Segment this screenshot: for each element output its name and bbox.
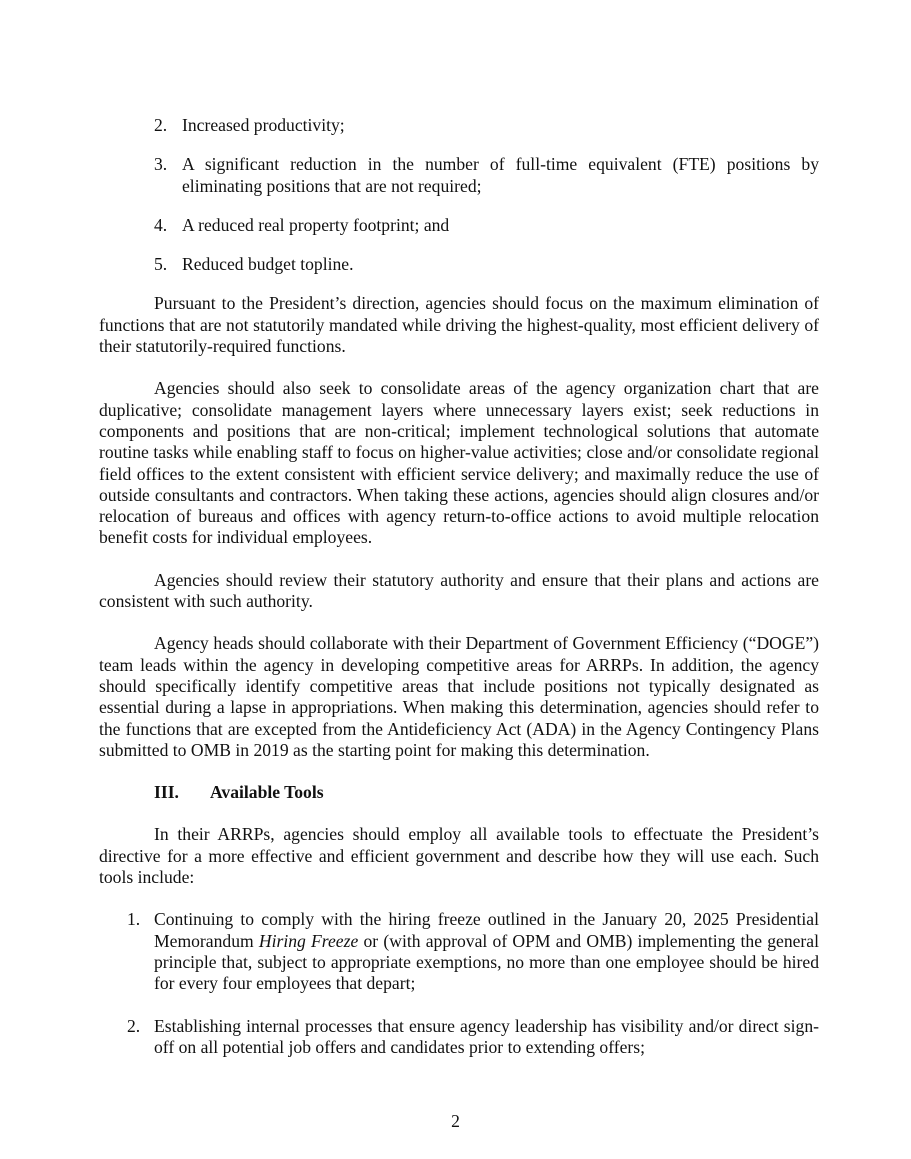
list-item: [99, 154, 819, 197]
paragraph-tools-intro: In their ARRPs, agencies should employ all available tools to effectuate the President’s directive for a more effective and efficient government and describe how they will use each. Such tools include:: [99, 824, 819, 888]
page-number: 2: [451, 1111, 460, 1131]
list-item-number: 4.: [154, 214, 168, 235]
list-item-number: 2.: [127, 1015, 141, 1036]
list-item: [99, 1016, 819, 1059]
list-item: [99, 909, 819, 994]
tools-list: [99, 909, 819, 1058]
paragraph-doge-collaboration: Agency heads should collaborate with their Department of Government Efficiency (“DOGE”) team leads within the agency in developing competitive areas for ARRPs. In addition, the agency should specifically identify competitive areas that include positions not typically designated as essential during a lapse in appropriations. When making this determination, agencies should refer to the functions that are excepted from the Antideficiency Act (ADA) in the Agency Contingency Plans submitted to OMB in 2019 as the starting point for making this determination.: [99, 633, 819, 760]
list-item: [99, 215, 819, 236]
list-item-text: Increased productivity;: [182, 115, 345, 135]
paragraph-consolidation: Agencies should also seek to consolidate areas of the agency organization chart that are duplicative; consolidate management layers where unnecessary layers exist; seek reductions in components and positions that are non-critical; implement technological solutions that automate routine tasks while enabling staff to focus on higher-value activities; close and/or consolidate regional field offices to the extent consistent with efficient service delivery; and maximally reduce the use of outside consultants and contractors. When taking these actions, agencies should align closures and/or relocation of bureaus and offices with agency return-to-office actions to avoid multiple relocation benefit costs for individual employees.: [99, 378, 819, 548]
list-item-text-after: or (with approval of OPM and OMB) implementing the general principle that, subject to appropriate exemptions, no more than one employee should be hired for every four employees that depart;: [154, 930, 819, 994]
section-title: Available Tools: [210, 782, 324, 803]
list-item-number: 5.: [154, 254, 168, 275]
list-item: [99, 254, 819, 275]
list-item: [99, 115, 819, 136]
document-page: [99, 115, 819, 1079]
paragraph-presidents-direction: Pursuant to the President’s direction, agencies should focus on the maximum elimination of functions that are not statutorily mandated while driving the highest-quality, most efficient delivery of their statutorily-required functions.: [99, 293, 819, 357]
list-item-text: Establishing internal processes that ensure agency leadership has visibility and/or direct sign-off on all potential job offers and candidates prior to extending offers;: [154, 1015, 819, 1057]
list-item-text: [154, 909, 819, 993]
paragraph-statutory-authority: Agencies should review their statutory authority and ensure that their plans and actions are consistent with such authority.: [99, 569, 819, 612]
list-item-number: 2.: [154, 115, 168, 135]
list-item-text: A reduced real property footprint; and: [182, 214, 450, 235]
list-item-text: Reduced budget topline.: [182, 254, 354, 275]
list-item-text-before: Continuing to comply with the hiring freeze outlined in the January 20, 2025 Presidential Memorandum: [154, 909, 819, 951]
goals-list: [99, 115, 819, 275]
section-number: III.: [154, 782, 179, 803]
section-heading: [99, 782, 819, 803]
memo-title-italic: Hiring Freeze: [258, 930, 359, 951]
list-item-text: A significant reduction in the number of full-time equivalent (FTE) positions by eliminating positions that are not required;: [182, 154, 819, 196]
list-item-number: 1.: [127, 909, 141, 930]
list-item-number: 3.: [154, 154, 168, 175]
